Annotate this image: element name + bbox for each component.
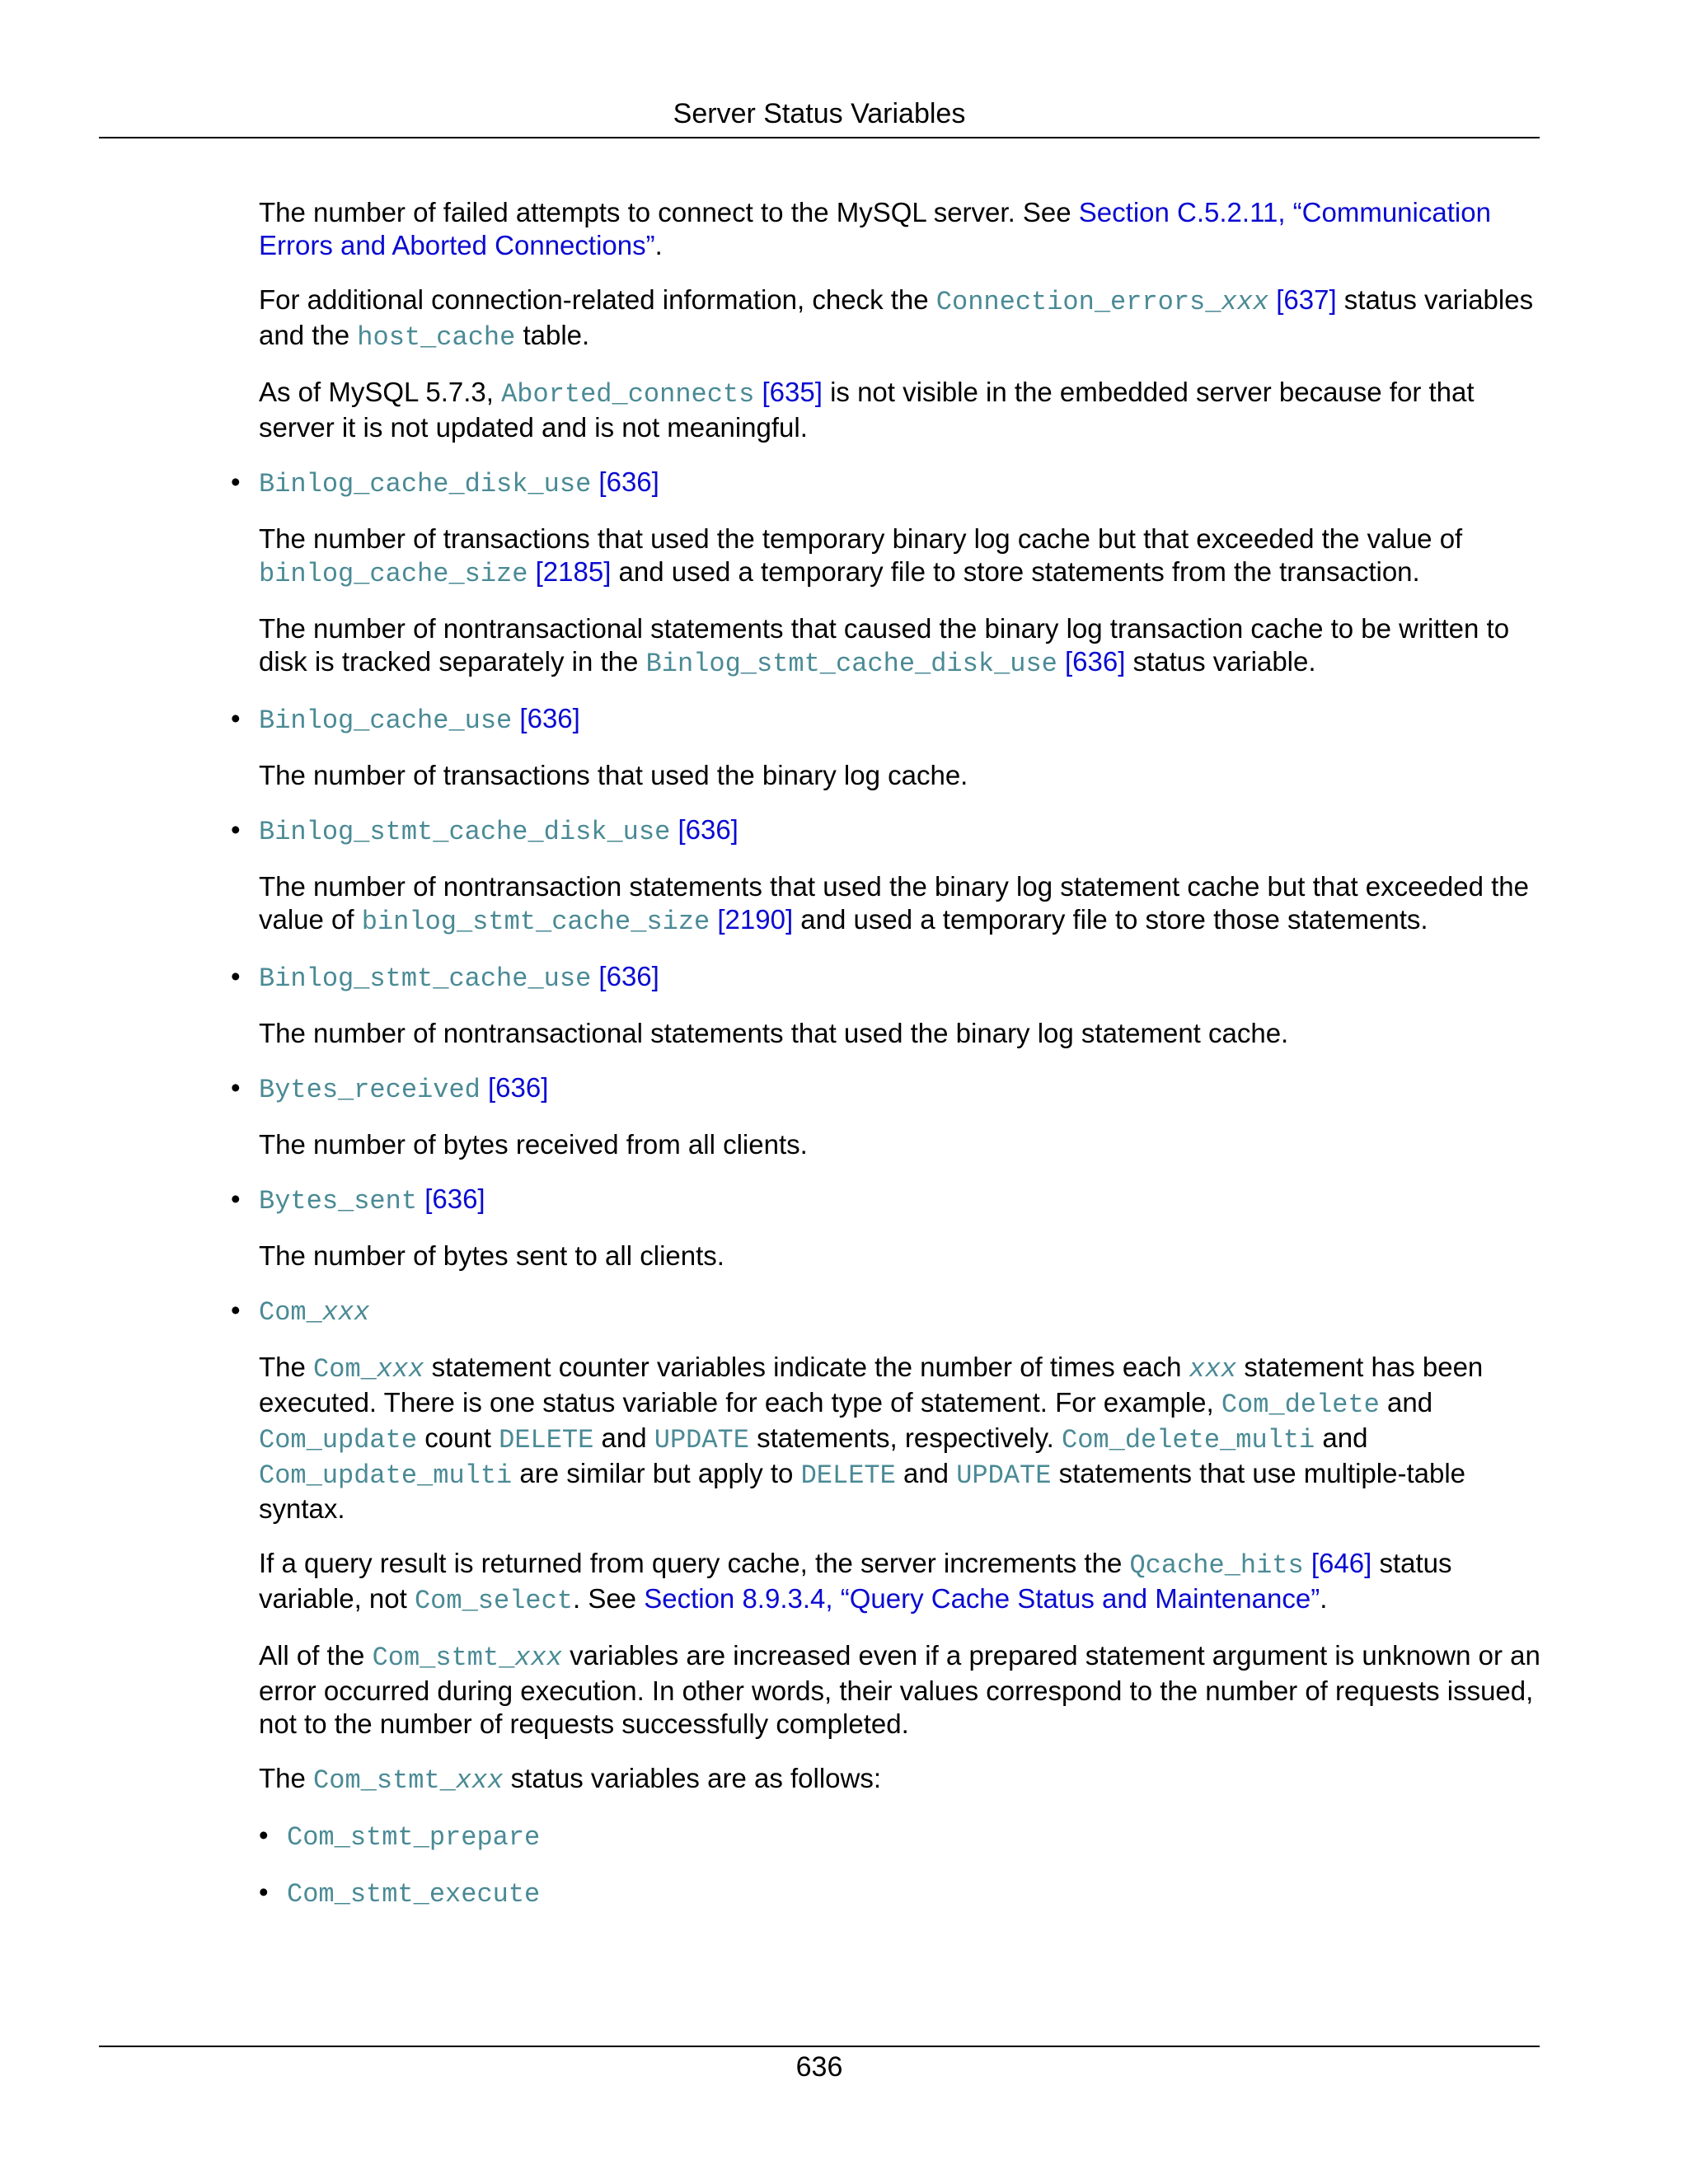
variable-name: Binlog_cache_disk_use (259, 469, 592, 499)
text: status variables and the (259, 284, 1534, 350)
code-variable: xxx (514, 1643, 563, 1673)
text: The number of nontransactional statements that caused the binary log transaction cache to be written to disk is tracked separately in the (259, 613, 1510, 677)
link-binlog-stmt-cache-disk-use[interactable] (646, 646, 1126, 677)
paragraph-aborted-connects (259, 376, 1545, 444)
list-item-bytes-sent (231, 1183, 1545, 1218)
text: The number of bytes received from all clients. (259, 1129, 808, 1160)
variable-name: Binlog_stmt_cache_disk_use (259, 817, 671, 847)
list-item-binlog-stmt-cache-disk-use (231, 813, 1545, 849)
bullet: • (231, 814, 241, 845)
list-item-binlog-cache-use (231, 702, 1545, 738)
running-header: Server Status Variables (673, 98, 966, 129)
page-reference: [636] (512, 703, 580, 733)
text: statements, respectively. (748, 1422, 1062, 1453)
link-query-cache-status[interactable]: Section 8.9.3.4, “Query Cache Status and Maintenance” (644, 1583, 1320, 1614)
link-com-stmt-execute[interactable] (287, 1877, 541, 1910)
code-literal: Com_ (313, 1354, 377, 1385)
text: and used a temporary file to store those statements. (793, 904, 1428, 935)
variable-name: Com_ (259, 1297, 322, 1328)
paragraph-binlog-stmt-cache-disk-use-desc (259, 870, 1545, 939)
paragraph-binlog-cache-disk-use-desc (259, 523, 1545, 591)
code-literal: Aborted_connects (501, 379, 755, 410)
sub-list-item-com-stmt-prepare (259, 1819, 1545, 1854)
list-item-binlog-cache-disk-use (231, 466, 1545, 501)
text: status variable, not (259, 1548, 1452, 1614)
bullet: • (231, 703, 241, 733)
code-variable: xxx (1189, 1354, 1237, 1385)
code-literal-host-cache: host_cache (357, 322, 516, 353)
text: The number of transactions that used the binary log cache. (259, 760, 968, 790)
page-reference: [637] (1268, 284, 1337, 315)
link-binlog-stmt-cache-size[interactable] (362, 904, 793, 935)
link-binlog-stmt-cache-use[interactable] (259, 961, 659, 994)
code-literal: Qcache_hits (1129, 1550, 1304, 1581)
text: The (259, 1763, 314, 1793)
paragraph-connection-errors (259, 284, 1545, 354)
text: . See (572, 1583, 645, 1614)
link-bytes-sent[interactable] (259, 1183, 485, 1214)
bullet: • (231, 961, 241, 991)
text: The number of nontransaction statements that used the binary log statement cache but that exceeded the value of (259, 871, 1529, 935)
variable-name: Com_stmt_prepare (287, 1822, 541, 1853)
link-binlog-cache-use[interactable] (259, 703, 580, 736)
bullet: • (231, 1072, 241, 1103)
code-literal: UPDATE (956, 1460, 1052, 1491)
code-literal: Com_update (259, 1425, 418, 1455)
bullet: • (259, 1820, 269, 1850)
text: statements that use multiple-table syntax. (259, 1458, 1466, 1524)
list-item-bytes-received (231, 1071, 1545, 1107)
page-reference: [636] (417, 1183, 485, 1214)
text: count (417, 1422, 499, 1453)
link-connection-errors-xxx[interactable] (936, 284, 1337, 315)
bullet: • (231, 1295, 241, 1325)
text: is not visible in the embedded server because for that server it is not updated and is not meaningful. (259, 377, 1475, 443)
text: and (895, 1458, 957, 1488)
paragraph-query-cache (259, 1547, 1545, 1618)
text: status variables are as follows: (503, 1763, 882, 1793)
code-literal: Com_select (414, 1586, 573, 1616)
text: The (259, 1352, 314, 1382)
text: status variable. (1125, 646, 1316, 677)
code-variable: xxx (1221, 287, 1269, 317)
code-literal: Com_stmt_ (313, 1765, 456, 1796)
code-literal: Com_delete (1221, 1390, 1380, 1420)
text: The number of failed attempts to connect to the MySQL server. See (259, 197, 1079, 227)
link-qcache-hits[interactable] (1129, 1548, 1372, 1581)
link-communication-errors[interactable]: Section C.5.2.11, “Communication Errors and Aborted Connections” (259, 197, 1491, 260)
link-bytes-received[interactable] (259, 1072, 548, 1103)
code-literal: DELETE (800, 1460, 896, 1491)
paragraph-failed-attempts (259, 196, 1545, 262)
page-content (231, 196, 1545, 1933)
text: variables are increased even if a prepared statement argument is unknown or an error occurred during execution. In other words, their values correspond to the number of requests issued, not to the number of requests successfully completed. (259, 1640, 1540, 1739)
code-variable: xxx (376, 1354, 424, 1385)
text: All of the (259, 1640, 373, 1671)
text: and (593, 1422, 654, 1453)
code-variable: xxx (321, 1297, 370, 1328)
paragraph-com-stmt-increase (259, 1639, 1545, 1741)
page-reference: [636] (670, 814, 738, 845)
page-reference: [636] (1057, 646, 1126, 677)
page-number: 636 (795, 2051, 843, 2083)
page-reference: [635] (754, 377, 823, 407)
code-literal: binlog_stmt_cache_size (361, 907, 710, 937)
page-reference: [2185] (528, 556, 612, 587)
page-reference: [2190] (710, 904, 794, 935)
code-literal: Connection_errors_ (935, 287, 1221, 317)
paragraph-com-xxx-desc (259, 1351, 1545, 1526)
paragraph-binlog-cache-use-desc (259, 759, 1545, 792)
text: For additional connection-related information, check the (259, 284, 936, 315)
list-item-binlog-stmt-cache-use (231, 960, 1545, 996)
bullet: • (231, 1183, 241, 1214)
page-reference: [636] (480, 1072, 549, 1103)
code-literal: Binlog_stmt_cache_disk_use (645, 649, 1057, 679)
variable-name: Bytes_sent (259, 1186, 418, 1216)
header-rule (99, 137, 1540, 138)
text: . (654, 230, 663, 260)
paragraph-binlog-cache-disk-use-note (259, 612, 1545, 681)
page-reference: [636] (591, 961, 659, 991)
text: As of MySQL 5.7.3, (259, 377, 502, 407)
page-reference: [646] (1303, 1548, 1372, 1578)
text: statement has been executed. There is one status variable for each type of statement. For example, (259, 1352, 1484, 1418)
text: statement counter variables indicate the number of times each (424, 1352, 1189, 1382)
text: and used a temporary file to store statements from the transaction. (611, 556, 1420, 587)
link-aborted-connects[interactable] (501, 377, 823, 410)
list-item-com-xxx (231, 1294, 1545, 1329)
link-binlog-stmt-cache-disk-use-item[interactable] (259, 814, 738, 845)
variable-name: Bytes_received (259, 1075, 481, 1105)
sub-list-item-com-stmt-execute (259, 1876, 1545, 1911)
code-literal: binlog_cache_size (259, 559, 528, 589)
code-literal: Com_stmt_ (372, 1643, 515, 1673)
text: and (1379, 1387, 1433, 1418)
bullet: • (259, 1877, 269, 1907)
text: The number of transactions that used the temporary binary log cache but that exceeded the value of (259, 523, 1463, 554)
code-literal: Com_update_multi (259, 1460, 513, 1491)
text: The number of bytes sent to all clients. (259, 1240, 724, 1271)
page-reference: [636] (591, 466, 659, 497)
paragraph-com-stmt-list-intro (259, 1762, 1545, 1797)
link-com-stmt-prepare[interactable] (287, 1820, 541, 1853)
text: table. (515, 320, 590, 350)
text: . (1320, 1583, 1328, 1614)
variable-name: Com_stmt_execute (287, 1879, 541, 1910)
code-literal: DELETE (499, 1425, 594, 1455)
code-literal: Com_delete_multi (1062, 1425, 1315, 1455)
variable-name: Binlog_cache_use (259, 705, 513, 736)
paragraph-bytes-received-desc (259, 1128, 1545, 1161)
text: The number of nontransactional statements that used the binary log statement cache. (259, 1018, 1289, 1048)
footer-rule (99, 2046, 1540, 2047)
bullet: • (231, 466, 241, 497)
variable-name: Binlog_stmt_cache_use (259, 963, 592, 994)
paragraph-binlog-stmt-cache-use-desc (259, 1017, 1545, 1050)
code-literal: UPDATE (654, 1425, 749, 1455)
link-binlog-cache-size[interactable] (259, 556, 611, 587)
text: and (1315, 1422, 1368, 1453)
link-binlog-cache-disk-use[interactable] (259, 466, 659, 497)
paragraph-bytes-sent-desc (259, 1240, 1545, 1272)
text: If a query result is returned from query cache, the server increments the (259, 1548, 1130, 1578)
code-variable: xxx (455, 1765, 504, 1796)
text: are similar but apply to (512, 1458, 801, 1488)
